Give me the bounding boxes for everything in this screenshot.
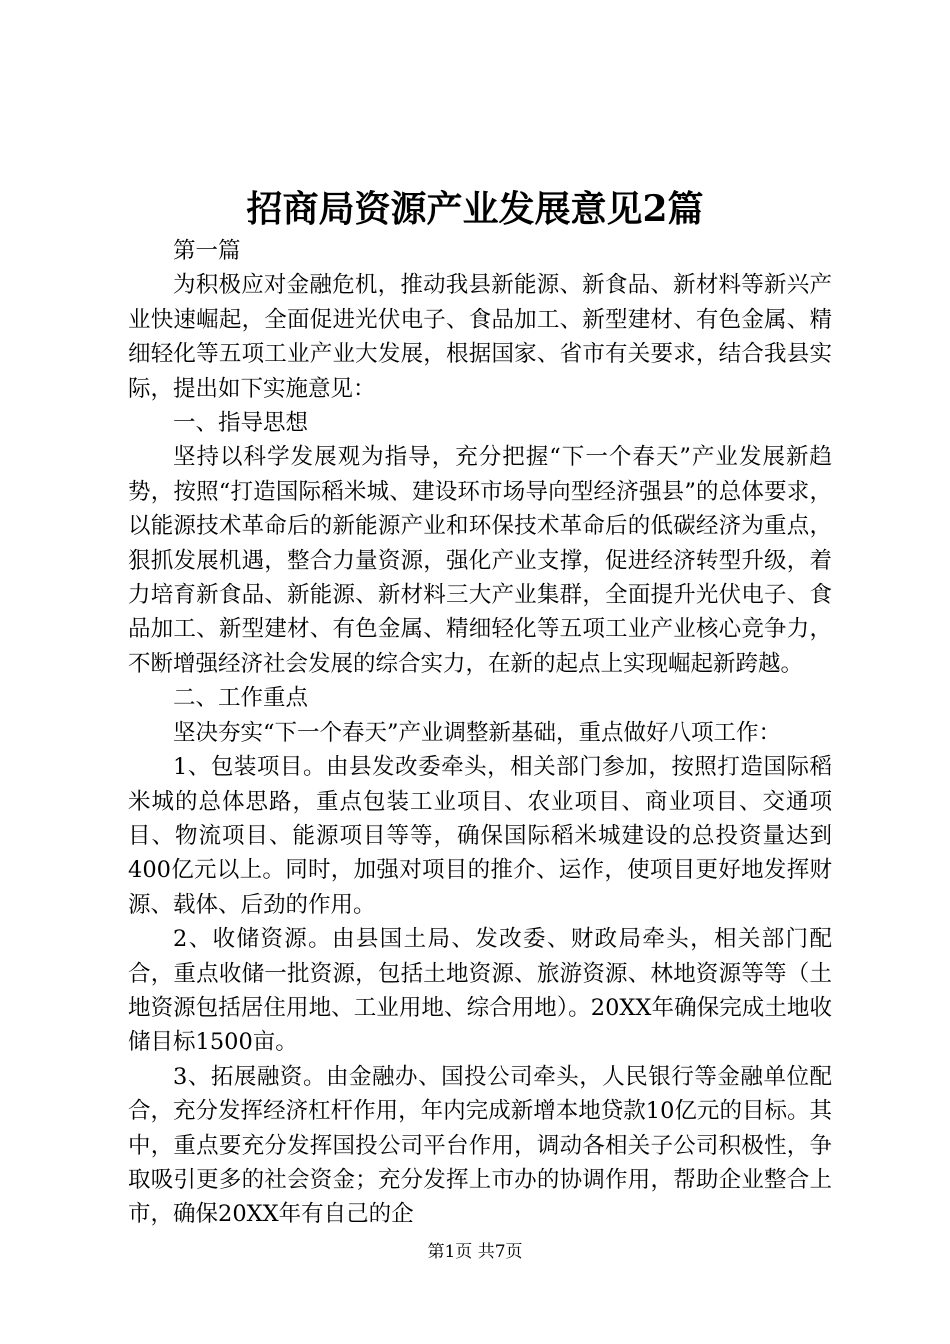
item-packaging-projects: 1、包装项目。由县发改委牵头，相关部门参加，按照打造国际稻米城的总体思路，重点包装工业项目、农业项目、商业项目、交通项目、物流项目、能源项目等等，确保国际稻米城建设的总投资量达到400亿元以上。同时，加强对项目的推介、运作，使项目更好地发挥财源、载体、后劲的作用。 — [128, 754, 832, 918]
heading-guiding-thought: 一、指导思想 — [173, 410, 309, 437]
work-focus-paragraph: 坚决夯实“下一个春天”产业调整新基础，重点做好八项工作： — [173, 719, 782, 746]
item-reserving-resources: 2、收储资源。由县国土局、发改委、财政局牵头，相关部门配合，重点收储一批资源，包括土地资源、旅游资源、林地资源等等（土地资源包括居住用地、工业用地、综合用地）。20XX年确保完成土地收储目标1500亩。 — [128, 926, 832, 1056]
document-title: 招商局资源产业发展意见2篇 — [246, 188, 704, 230]
item-expanding-financing: 3、拓展融资。由金融办、国投公司牵头，人民银行等金融单位配合，充分发挥经济杠杆作用，年内完成新增本地贷款10亿元的目标。其中，重点要充分发挥国投公司平台作用，调动各相关子公司积极性，争取吸引更多的社会资金；充分发挥上市办的协调作用，帮助企业整合上市，确保20XX年有自己的企 — [128, 1063, 832, 1228]
intro-paragraph: 为积极应对金融危机，推动我县新能源、新食品、新材料等新兴产业快速崛起，全面促进光伏电子、食品加工、新型建材、有色金属、精细轻化等五项工业产业大发展，根据国家、省市有关要求，结合我县实际，提出如下实施意见： — [128, 272, 832, 402]
document-body — [128, 234, 832, 1232]
section-label: 第一篇 — [173, 238, 241, 264]
heading-work-focus: 二、工作重点 — [173, 685, 309, 712]
guiding-thought-paragraph: 坚持以科学发展观为指导，充分把握“下一个春天”产业发展新趋势，按照“打造国际稻米城、建设环市场导向型经济强县”的总体要求，以能源技术革命后的新能源产业和环保技术革命后的低碳经济为重点，狠抓发展机遇，整合力量资源，强化产业支撑，促进经济转型升级，着力培育新食品、新能源、新材料三大产业集群，全面提升光伏电子、食品加工、新型建材、有色金属、精细轻化等五项工业产业核心竞争力，不断增强经济社会发展的综合实力，在新的起点上实现崛起新跨越。 — [128, 444, 832, 677]
page-footer: 第1页 共7页 — [427, 1242, 523, 1262]
